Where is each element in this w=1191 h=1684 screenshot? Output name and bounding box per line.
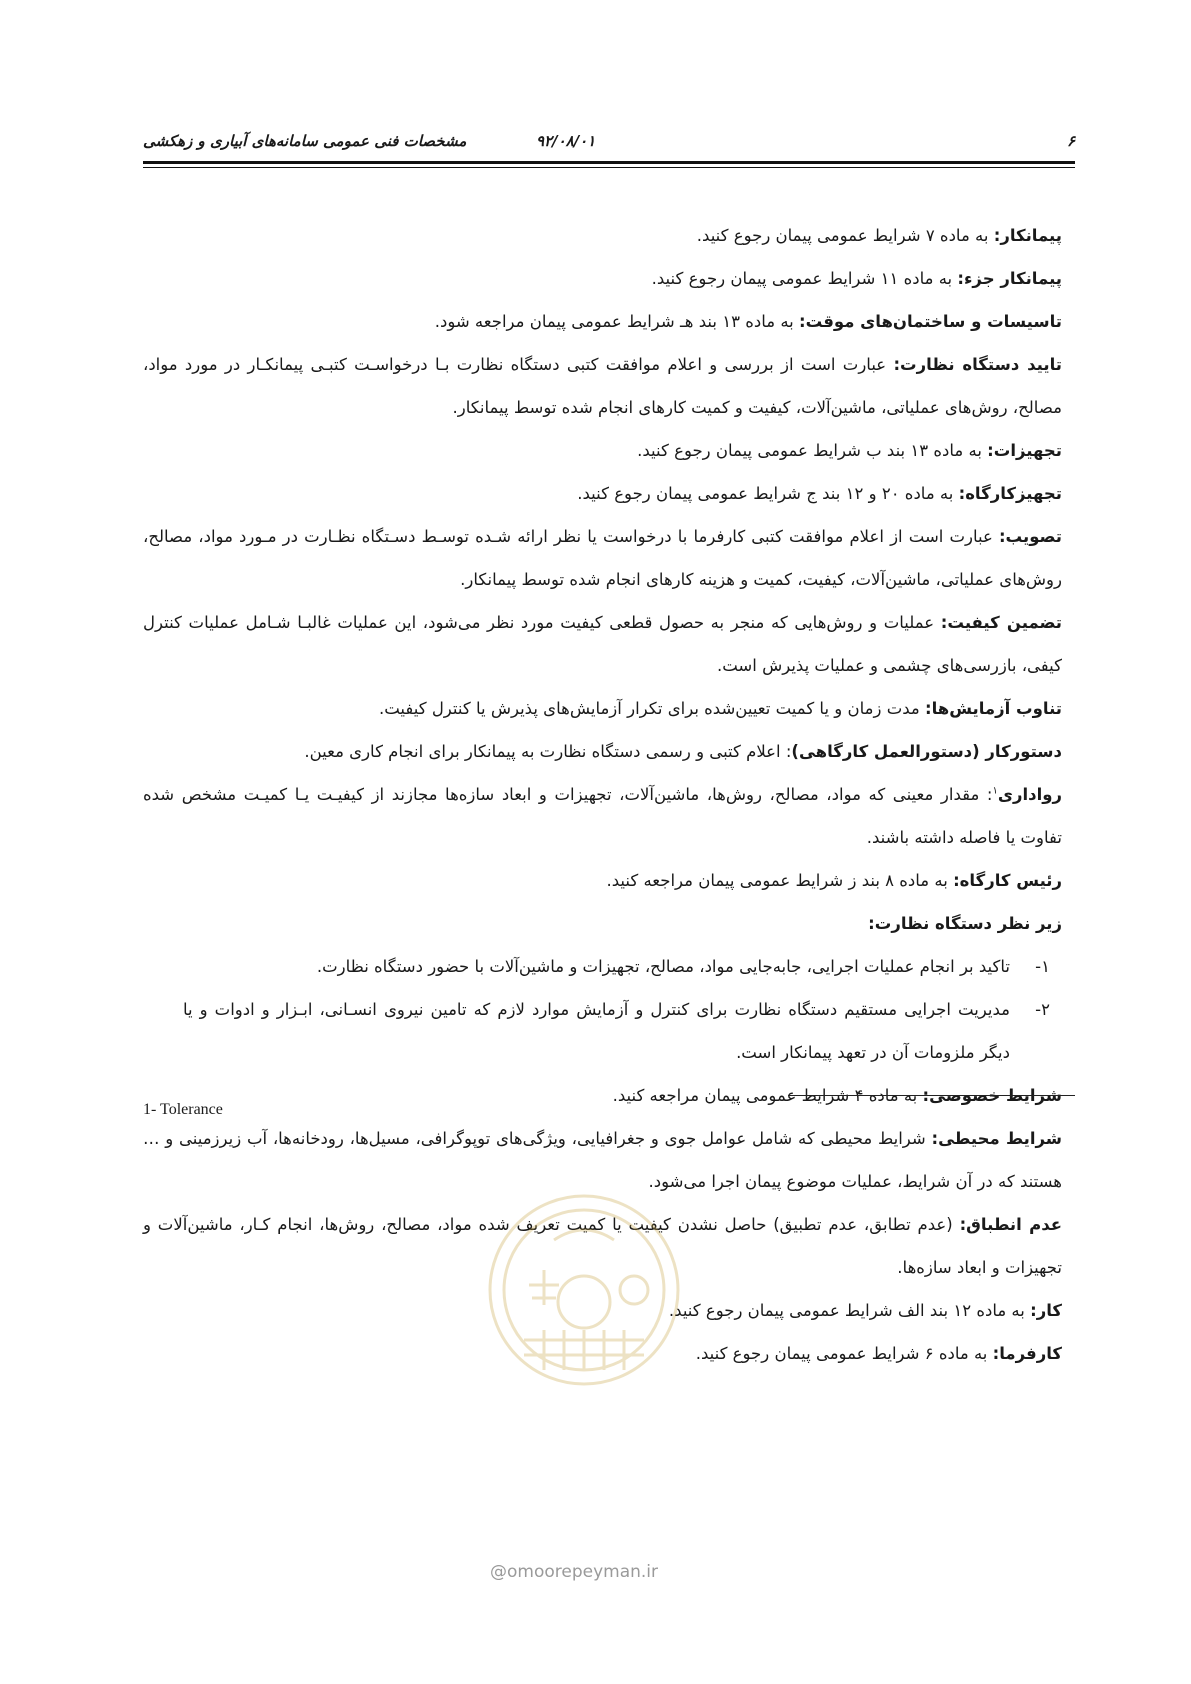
- definition: شرایط خصوصی: به ماده ۴ شرایط عمومی پیمان مراجعه کنید.: [612, 1086, 1062, 1105]
- definition: پیمانکار: به ماده ۷ شرایط عمومی پیمان رجوع کنید.: [696, 226, 1062, 245]
- footnote-ref: ۱: [992, 785, 998, 797]
- definition: کارفرما: به ماده ۶ شرایط عمومی پیمان رجوع کنید.: [695, 1344, 1062, 1363]
- definition: رواداری$^۱$: مقدار معینی که مواد، مصالح، روش‌ها، ماشین‌آلات، تجهیزات و ابعاد سازه‌ها مجازند از کیفیـت یـا کمیـت مشخص شده تفاوت یا فاصله داشته باشند.: [143, 785, 1062, 847]
- definition: پیمانکار جزء: به ماده ۱۱ شرایط عمومی پیمان رجوع کنید.: [651, 269, 1062, 288]
- header-rule-thick: [143, 161, 1075, 164]
- definition: کار: به ماده ۱۲ بند الف شرایط عمومی پیمان رجوع کنید.: [668, 1301, 1062, 1320]
- header-rule-thin: [143, 167, 1075, 168]
- page-number: ۶: [1066, 132, 1075, 150]
- page-header: [143, 128, 1075, 158]
- definition: زیر نظر دستگاه نظارت:: [868, 914, 1062, 933]
- header-title: مشخصات فنی عمومی سامانه‌های آبیاری و زهکشی: [143, 132, 467, 150]
- header-date: ۹۲/۰۸/۰۱: [536, 132, 596, 150]
- list-number: ۲-: [1035, 1000, 1050, 1019]
- list-item: [143, 988, 1075, 1074]
- list-text: تاکید بر انجام عملیات اجرایی، جابه‌جایی مواد، مصالح، تجهیزات و ماشین‌آلات با حضور دستگاه نظارت.: [316, 957, 1010, 976]
- definition: تناوب آزمایش‌ها: مدت زمان و یا کمیت تعیین‌شده برای تکرار آزمایش‌های پذیرش یا کنترل کیفیت.: [378, 699, 1062, 718]
- list-number: ۱-: [1035, 957, 1050, 976]
- footnote: 1- Tolerance: [143, 1101, 223, 1118]
- list-item: [143, 945, 1075, 988]
- definition: تصویب: عبارت است از اعلام موافقت کتبی کارفرما با درخواست یا نظر ارائه شـده توسـط دسـتگاه نظـارت در مـورد مواد، مصالح، روش‌های عملیاتی، ماشین‌آلات، کیفیت، کمیت و هزینه کارهای انجام شده توسط پیمانکار.: [143, 527, 1062, 589]
- definition: تجهیزات: به ماده ۱۳ بند ب شرایط عمومی پیمان رجوع کنید.: [637, 441, 1062, 460]
- footnote-separator: [788, 1095, 1075, 1096]
- definition: تجهیزکارگاه: به ماده ۲۰ و ۱۲ بند ج شرایط عمومی پیمان رجوع کنید.: [577, 484, 1062, 503]
- definition: دستورکار (دستورالعمل کارگاهی): اعلام کتبی و رسمی دستگاه نظارت به پیمانکار برای انجام کاری معین.: [304, 742, 1062, 761]
- definition: تایید دستگاه نظارت: عبارت است از بررسی و اعلام موافقت کتبی دستگاه نظارت بـا درخواسـت کتبـی پیمانکـار در مورد مواد، مصالح، روش‌های عملیاتی، ماشین‌آلات، کیفیت و کمیت کارهای انجام شده توسط پیمانکار.: [143, 355, 1062, 417]
- definition: عدم انطباق: (عدم تطابق، عدم تطبیق) حاصل نشدن کیفیت یا کمیت تعریف شده مواد، مصالح، روش‌ها، انجام کـار، ماشین‌آلات و تجهیزات و ابعاد سازه‌ها.: [143, 1215, 1062, 1277]
- definition: تضمین کیفیت: عملیات و روش‌هایی که منجر به حصول قطعی کیفیت مورد نظر می‌شود، این عملیات غالبـا شـامل عملیات کنترل کیفی، بازرسی‌های چشمی و عملیات پذیرش است.: [143, 613, 1062, 675]
- definition: تاسیسات و ساختمان‌های موقت: به ماده ۱۳ بند هـ شرایط عمومی پیمان مراجعه شود.: [434, 312, 1062, 331]
- watermark-seal-icon: [484, 1190, 684, 1390]
- watermark-site: @omoorepeyman.ir: [490, 1562, 659, 1582]
- definition: شرایط محیطی: شرایط محیطی که شامل عوامل جوی و جغرافیایی، ویژگی‌های توپوگرافی، مسیل‌ها، رودخانه‌ها، آب زیرزمینی و … هستند که در آن شرایط، عملیات موضوع پیمان اجرا می‌شود.: [143, 1129, 1062, 1191]
- definition: رئیس کارگاه: به ماده ۸ بند ز شرایط عمومی پیمان مراجعه کنید.: [606, 871, 1062, 890]
- list-text: مدیریت اجرایی مستقیم دستگاه نظارت برای کنترل و آزمایش موارد لازم که تامین نیروی انسـانی، ابـزار و ادوات و یا دیگر ملزومات آن در تعهد پیمانکار است.: [183, 1000, 1010, 1062]
